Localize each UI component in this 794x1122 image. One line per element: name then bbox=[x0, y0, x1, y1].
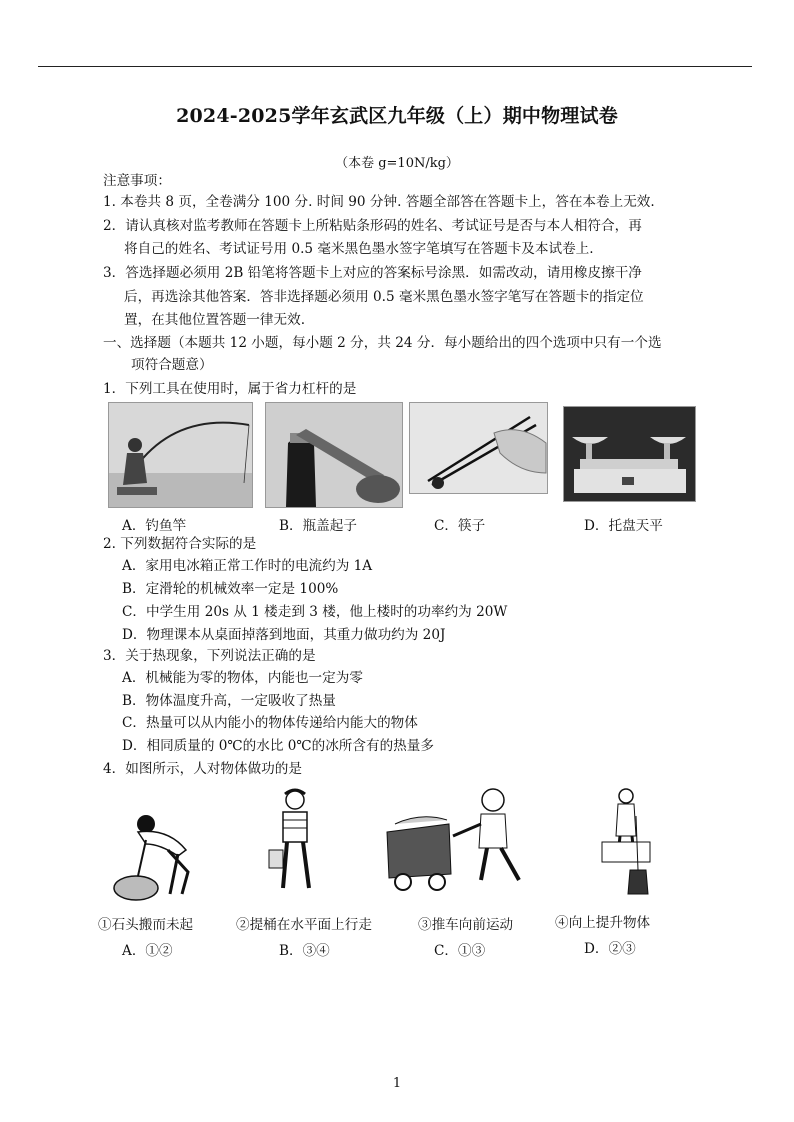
note-line: 后，再选涂其他答案．答非选择题必须用 0.5 毫米黑色墨水签字笔写在答题卡的指定位 bbox=[124, 289, 644, 305]
question-1-stem: 1．下列工具在使用时，属于省力杠杆的是 bbox=[103, 381, 357, 397]
header-rule bbox=[38, 66, 752, 67]
question-2-option-b[interactable]: B．定滑轮的机械效率一定是 100% bbox=[122, 581, 339, 597]
question-1-option-b[interactable]: B．瓶盖起子 bbox=[279, 518, 357, 534]
note-line: 将自己的姓名、考试证号用 0.5 毫米黑色墨水签字笔填写在答题卡及本试卷上. bbox=[124, 241, 594, 257]
question-4-option-d[interactable]: D．②③ bbox=[584, 941, 636, 957]
question-3-option-b[interactable]: B．物体温度升高，一定吸收了热量 bbox=[122, 693, 336, 709]
page-title: 2024-2025学年玄武区九年级（上）期中物理试卷 bbox=[176, 105, 618, 127]
figure-caption-2: ②提桶在水平面上行走 bbox=[236, 917, 372, 933]
notes-header: 注意事项： bbox=[103, 173, 171, 189]
question-3-stem: 3．关于热现象，下列说法正确的是 bbox=[103, 648, 316, 664]
question-2-option-d[interactable]: D．物理课本从桌面掉落到地面，其重力做功约为 20J bbox=[122, 627, 446, 643]
figure-caption-3: ③推车向前运动 bbox=[418, 917, 514, 933]
page-number: 1 bbox=[392, 1076, 402, 1091]
carrying-bucket-image bbox=[265, 788, 325, 900]
question-2-option-c[interactable]: C．中学生用 20s 从 1 楼走到 3 楼，他上楼时的功率约为 20W bbox=[122, 604, 508, 620]
question-1-option-c[interactable]: C．筷子 bbox=[434, 518, 486, 534]
lifting-object-image bbox=[596, 786, 656, 898]
question-3-option-c[interactable]: C．热量可以从内能小的物体传递给内能大的物体 bbox=[122, 715, 418, 731]
question-3-option-a[interactable]: A．机械能为零的物体，内能也一定为零 bbox=[122, 670, 363, 686]
bottle-opener-image bbox=[265, 402, 403, 508]
section-heading: 一、选择题（本题共 12 小题，每小题 2 分，共 24 分．每小题给出的四个选项中只有一个选 bbox=[103, 335, 662, 351]
question-4-option-b[interactable]: B．③④ bbox=[279, 943, 330, 959]
pushing-cart-image bbox=[381, 784, 543, 894]
balance-scale-image bbox=[563, 406, 696, 502]
question-3-option-d[interactable]: D．相同质量的 0℃的水比 0℃的冰所含有的热量多 bbox=[122, 738, 434, 754]
question-1-option-d[interactable]: D．托盘天平 bbox=[584, 518, 663, 534]
section-heading-cont: 项符合题意） bbox=[131, 357, 213, 373]
note-line: 3．答选择题必须用 2B 铅笔将答题卡上对应的答案标号涂黑．如需改动，请用橡皮擦干净 bbox=[103, 265, 642, 281]
question-1-option-a[interactable]: A．钓鱼竿 bbox=[122, 518, 187, 534]
question-4-option-a[interactable]: A．①② bbox=[122, 943, 173, 959]
note-line: 1. 本卷共 8 页，全卷满分 100 分. 时间 90 分钟. 答题全部答在答题卡上，答在本卷上无效. bbox=[103, 194, 655, 210]
lifting-stone-image bbox=[108, 810, 196, 902]
figure-caption-4: ④向上提升物体 bbox=[555, 915, 651, 931]
question-4-stem: 4．如图所示，人对物体做功的是 bbox=[103, 761, 302, 777]
question-2-option-a[interactable]: A．家用电冰箱正常工作时的电流约为 1A bbox=[122, 558, 373, 574]
chopsticks-image bbox=[409, 402, 548, 494]
note-line: 2．请认真核对监考教师在答题卡上所粘贴条形码的姓名、考试证号是否与本人相符合，再 bbox=[103, 218, 642, 234]
fishing-rod-image bbox=[108, 402, 253, 508]
question-2-stem: 2. 下列数据符合实际的是 bbox=[103, 536, 257, 552]
question-4-option-c[interactable]: C．①③ bbox=[434, 943, 486, 959]
page-subtitle: （本卷 g=10N/kg） bbox=[335, 156, 459, 171]
note-line: 置，在其他位置答题一律无效. bbox=[124, 312, 306, 328]
figure-caption-1: ①石头搬而未起 bbox=[98, 917, 194, 933]
